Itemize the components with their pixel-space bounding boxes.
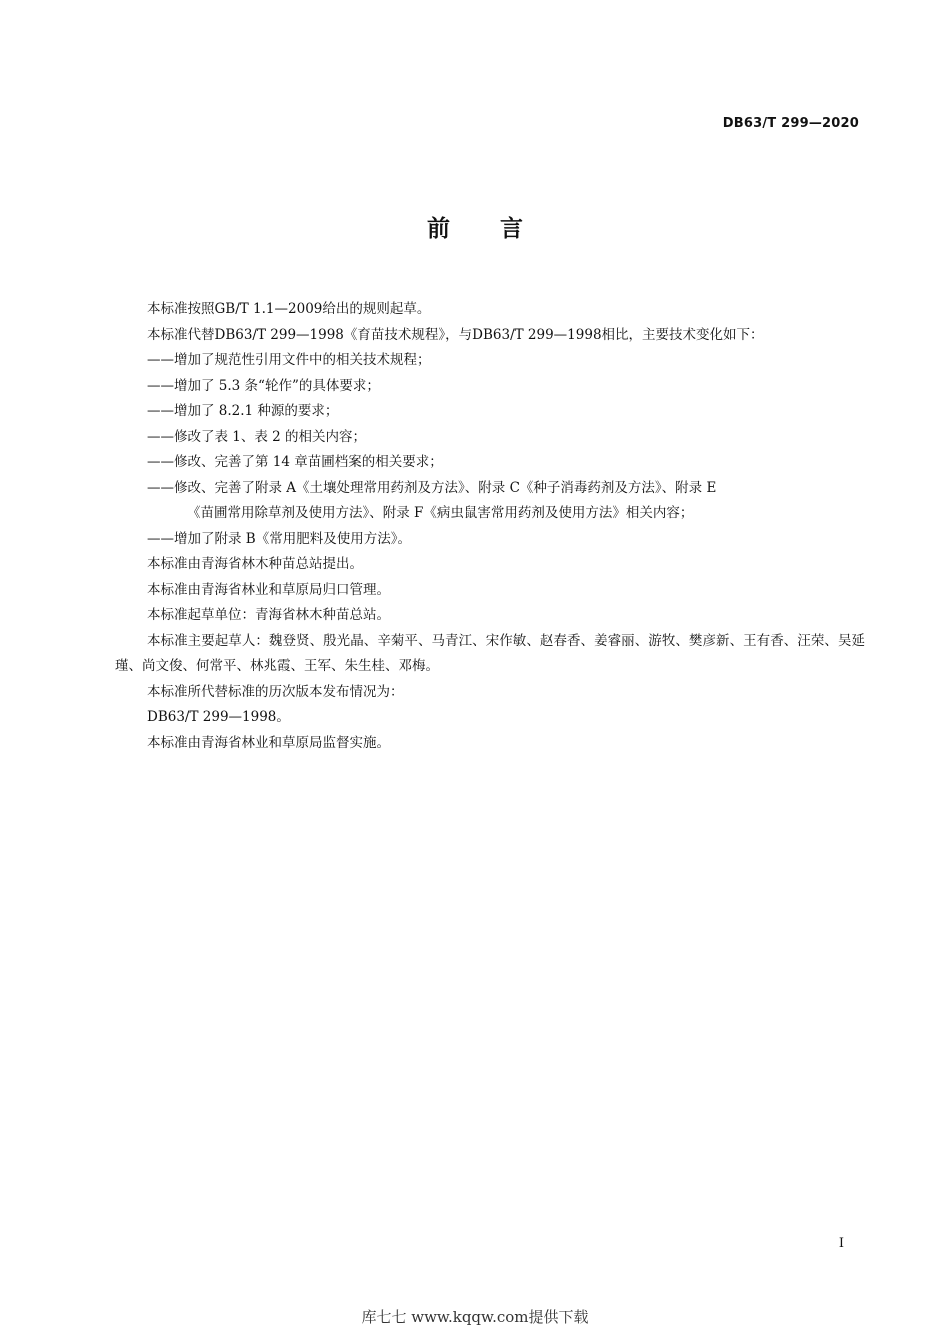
paragraph-drafting-rule: 本标准按照GB/T 1.1—2009给出的规则起草。 [147,301,431,317]
page-number: I [838,1236,844,1251]
change-item: ——修改、完善了第 14 章苗圃档案的相关要求； [147,454,443,470]
change-item: ——增加了附录 B《常用肥料及使用方法》。 [147,530,411,547]
document-code: DB63/T 299—2020 [722,116,859,131]
paragraph-drafting-unit: 本标准起草单位：青海省林木种苗总站。 [147,607,390,623]
change-item: ——修改、完善了附录 A《土壤处理常用药剂及方法》、附录 C《种子消毒药剂及方法》、附录 E [147,479,717,496]
page-title: 前言 [427,216,573,242]
paragraph-management: 本标准由青海省林业和草原局归口管理。 [147,581,390,598]
change-item: ——增加了规范性引用文件中的相关技术规程； [147,352,431,368]
paragraph-supervision: 本标准由青海省林业和草原局监督实施。 [147,734,390,751]
footer-watermark: 库七七 www.kqqw.com提供下载 [361,1308,589,1326]
paragraph-proposer: 本标准由青海省林木种苗总站提出。 [147,556,363,572]
change-item: ——增加了 8.2.1 种源的要求； [147,403,339,419]
foreword-body [115,297,865,756]
paragraph-drafters: 本标准主要起草人：魏登贤、殷光晶、辛菊平、马青江、宋作敏、赵春香、姜睿丽、游牧、樊彦新、王有香、汪荣、吴延瑾、尚文俊、何常平、林兆霞、王军、朱生桂、邓梅。 [115,632,865,674]
paragraph-replacement: 本标准代替DB63/T 299—1998《育苗技术规程》，与DB63/T 299—1998相比，主要技术变化如下： [147,326,764,343]
change-item: ——增加了 5.3 条“轮作”的具体要求； [147,377,380,394]
change-item: ——修改了表 1、表 2 的相关内容； [147,428,367,445]
paragraph-previous-version: DB63/T 299—1998。 [147,709,290,725]
change-item-continuation: 《苗圃常用除草剂及使用方法》、附录 F《病虫鼠害常用药剂及使用方法》相关内容； [187,505,694,521]
paragraph-history: 本标准所代替标准的历次版本发布情况为： [147,683,404,700]
